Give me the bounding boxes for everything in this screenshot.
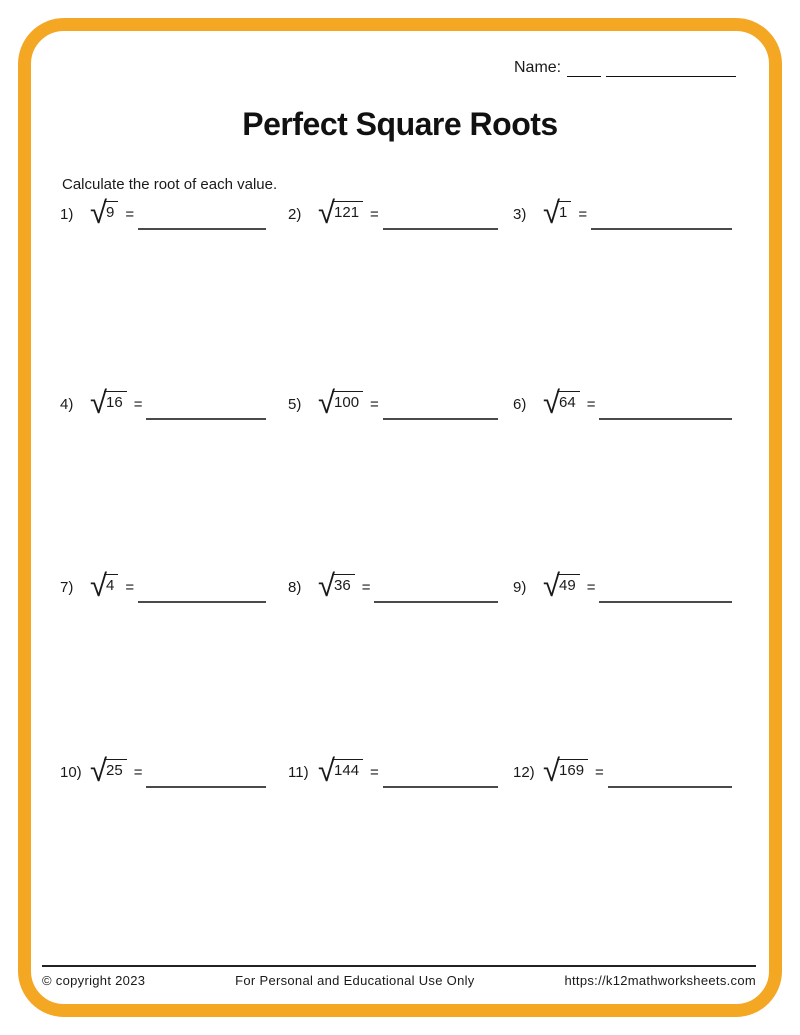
radicand: 9	[104, 201, 118, 220]
problem-number: 1)	[60, 206, 74, 223]
radicand: 49	[557, 574, 580, 593]
radicand: 64	[557, 391, 580, 410]
equals-sign: =	[361, 579, 371, 596]
problem-number: 11)	[288, 764, 309, 781]
problem-number: 6)	[513, 396, 527, 413]
equals-sign: =	[578, 206, 588, 223]
radical-icon: √	[318, 385, 336, 420]
square-root-expression	[318, 570, 355, 601]
equals-sign: =	[370, 396, 379, 413]
square-root-expression	[318, 755, 363, 786]
radicand: 36	[332, 574, 355, 593]
answer-blank[interactable]	[383, 755, 498, 788]
equals-sign: =	[125, 579, 135, 596]
radical-icon: √	[543, 753, 561, 788]
instruction-text: Calculate the root of each value.	[62, 176, 278, 193]
answer-blank[interactable]	[383, 197, 498, 230]
problem-number: 2)	[288, 206, 302, 223]
problem-2	[288, 197, 498, 230]
problem-number: 10)	[60, 764, 82, 781]
answer-blank[interactable]	[599, 570, 732, 603]
radicand: 100	[332, 391, 363, 410]
answer-blank[interactable]	[146, 387, 266, 420]
radicand: 144	[332, 759, 363, 778]
page-title: Perfect Square Roots	[242, 106, 558, 142]
equals-sign: =	[586, 396, 596, 413]
problem-10	[60, 755, 266, 788]
equals-sign: =	[133, 396, 143, 413]
radicand: 121	[332, 201, 363, 220]
problem-number: 5)	[288, 396, 302, 413]
square-root-expression	[318, 387, 363, 418]
radicand: 16	[104, 391, 127, 410]
problem-3	[513, 197, 732, 230]
radical-icon: √	[90, 568, 108, 603]
answer-blank[interactable]	[374, 570, 498, 603]
square-root-expression	[90, 755, 127, 786]
radical-icon: √	[543, 385, 561, 420]
equals-sign: =	[370, 764, 379, 781]
problem-number: 4)	[60, 396, 74, 413]
problem-12	[513, 755, 732, 788]
problem-1	[60, 197, 266, 230]
answer-blank[interactable]	[599, 387, 732, 420]
square-root-expression	[90, 387, 127, 418]
usage-text: For Personal and Educational Use Only	[235, 973, 475, 988]
radical-icon: √	[90, 385, 108, 420]
radicand: 25	[104, 759, 127, 778]
radicand: 1	[557, 201, 571, 220]
problem-4	[60, 387, 266, 420]
radical-icon: √	[90, 753, 108, 788]
square-root-expression	[543, 387, 580, 418]
name-blank[interactable]	[567, 58, 601, 77]
square-root-expression	[543, 755, 588, 786]
answer-blank[interactable]	[138, 197, 266, 230]
name-label: Name:	[514, 59, 562, 76]
square-root-expression	[543, 570, 580, 601]
problem-number: 8)	[288, 579, 302, 596]
radicand: 169	[557, 759, 588, 778]
problem-9	[513, 570, 732, 603]
copyright-text: © copyright 2023	[42, 973, 146, 988]
problem-11	[288, 755, 498, 788]
page-border	[18, 18, 782, 1017]
problem-row	[0, 197, 800, 239]
radicand: 4	[104, 574, 118, 593]
answer-blank[interactable]	[383, 387, 498, 420]
answer-blank[interactable]	[138, 570, 266, 603]
square-root-expression	[90, 197, 118, 228]
radical-icon: √	[90, 195, 108, 230]
equals-sign: =	[125, 206, 135, 223]
problem-number: 12)	[513, 764, 535, 781]
problem-row	[0, 387, 800, 429]
answer-blank[interactable]	[146, 755, 266, 788]
name-blank[interactable]	[606, 58, 736, 77]
problem-8	[288, 570, 498, 603]
equals-sign: =	[595, 764, 604, 781]
name-row	[514, 58, 736, 77]
footer	[42, 965, 756, 988]
radical-icon: √	[318, 568, 336, 603]
equals-sign: =	[370, 206, 379, 223]
problem-number: 7)	[60, 579, 74, 596]
radical-icon: √	[543, 195, 561, 230]
radical-icon: √	[543, 568, 561, 603]
radical-icon: √	[318, 753, 336, 788]
square-root-expression	[318, 197, 363, 228]
problem-7	[60, 570, 266, 603]
problem-5	[288, 387, 498, 420]
problem-6	[513, 387, 732, 420]
answer-blank[interactable]	[591, 197, 732, 230]
problem-row	[0, 755, 800, 797]
square-root-expression	[543, 197, 571, 228]
website-link[interactable]: https://k12mathworksheets.com	[564, 973, 756, 988]
answer-blank[interactable]	[608, 755, 732, 788]
problem-row	[0, 570, 800, 612]
square-root-expression	[90, 570, 118, 601]
equals-sign: =	[133, 764, 143, 781]
equals-sign: =	[586, 579, 596, 596]
problem-number: 3)	[513, 206, 527, 223]
radical-icon: √	[318, 195, 336, 230]
problem-number: 9)	[513, 579, 527, 596]
